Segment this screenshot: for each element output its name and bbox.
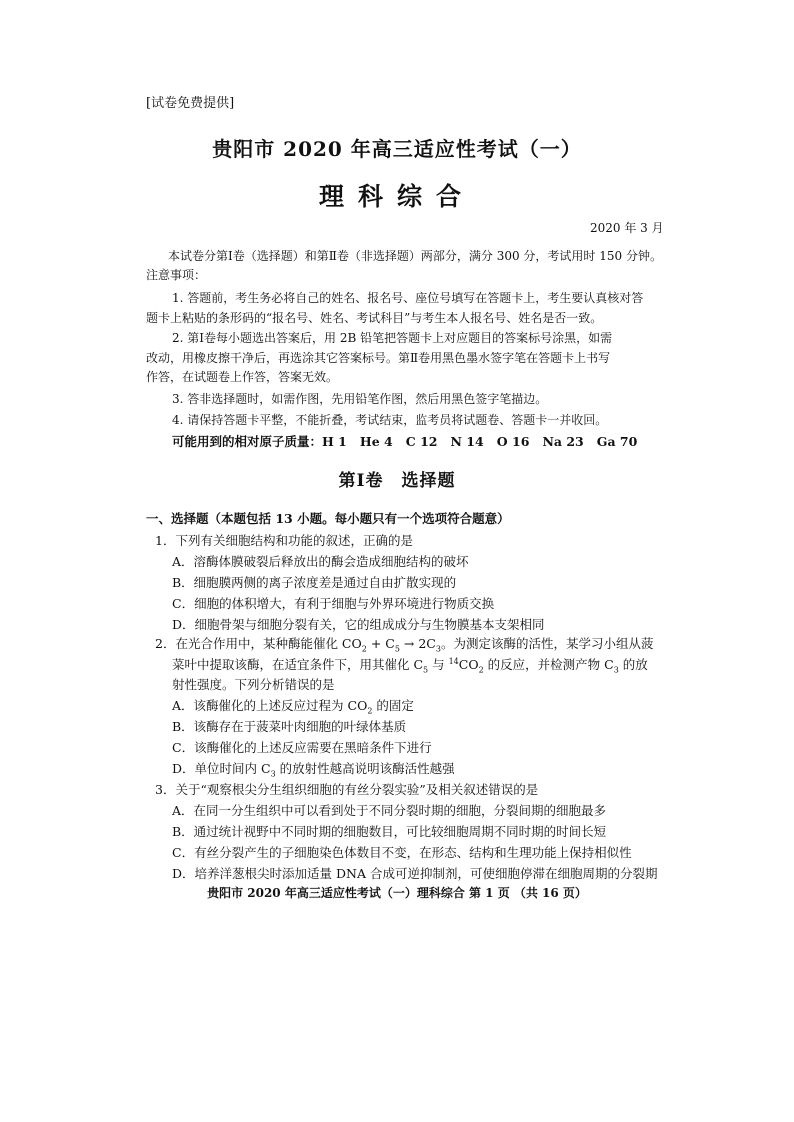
q3-option-c: C．有丝分裂产生的子细胞染色体数目不变，在形态、结构和生理功能上保持相似性 [172,845,632,860]
free-tag: [试卷免费提供] [146,96,235,111]
note-2b: 改动，用橡皮擦干净后，再选涂其它答案标号。第Ⅱ卷用黑色墨水签字笔在答题卡上书写 [146,351,611,365]
q1-option-a: A．溶酶体膜破裂后释放出的酶会造成细胞结构的破坏 [172,554,469,569]
atomic-masses: 可能用到的相对原子质量：H 1 He 4 C 12 N 14 O 16 Na 23 Ga 70 [172,434,638,449]
note-1b: 题卡上粘贴的条形码的“报名号、姓名、考试科目”与考生本人报名号、姓名是否一致。 [146,311,603,325]
q2-option-b: B．该酶存在于菠菜叶肉细胞的叶绿体基质 [172,719,407,734]
note-3: 3. 答非选择题时，如需作图，先用铅笔作图，然后用黑色签字笔描边。 [172,392,548,406]
notes-title: 注意事项： [146,268,207,282]
q1-option-d: D．细胞骨架与细胞分裂有关，它的组成成分与生物膜基本支架相同 [172,617,545,632]
q3-stem: 3．关于“观察根尖分生组织细胞的有丝分裂实验”及相关叙述错误的是 [155,782,539,797]
intro-line: 本试卷分第Ⅰ卷（选择题）和第Ⅱ卷（非选择题）两部分，满分 300 分，考试用时 150 分钟。 [168,249,662,263]
note-1a: 1. 答题前，考生务必将自己的姓名、报名号、座位号填写在答题卡上，考生要认真核对答 [172,291,644,305]
note-2c: 作答，在试题卷上作答，答案无效。 [146,370,339,384]
page-footer: 贵阳市 2020 年高三适应性考试（一）理科综合 第 1 页 （共 16 页） [207,886,587,900]
part-heading: 一、选择题（本题包括 13 小题。每小题只有一个选项符合题意） [146,511,510,526]
q3-option-d: D．培养洋葱根尖时添加适量 DNA 合成可逆抑制剂，可使细胞停滞在细胞周期的分裂期 [172,866,658,881]
exam-date: 2020 年 3 月 [590,221,664,235]
section-heading [0,466,794,491]
section-label: 第Ⅰ卷 [338,471,384,491]
note-4: 4. 请保持答题卡平整，不能折叠，考试结束，监考员将试题卷、答题卡一并收回。 [172,413,608,427]
exam-subject: 理科综合 [318,182,475,211]
q2-stem-line3: 射性强度。下列分析错误的是 [172,677,335,692]
q2-option-a: A．该酶催化的上述反应过程为 $CO_2$ 的固定 [172,698,414,716]
section-name: 选择题 [401,471,456,491]
q2-option-c: C．该酶催化的上述反应需要在黑暗条件下进行 [172,740,432,755]
q2-stem-line1: 2．在光合作用中，某种酶能催化 $CO_2 + C_5 \to 2C_3$。为测定该酶的活性，某学习小组从菠 [155,636,654,654]
q1-option-b: B．细胞膜两侧的离子浓度差是通过自由扩散实现的 [172,575,457,590]
q3-option-a: A．在同一分生组织中可以看到处于不同分裂时期的细胞，分裂间期的细胞最多 [172,803,607,818]
q3-option-b: B．通过统计视野中不同时期的细胞数目，可比较细胞周期不同时期的时间长短 [172,824,607,839]
q2-option-d: D．单位时间内 $C_3$ 的放射性越高说明该酶活性越强 [172,761,455,779]
q1-stem: 1．下列有关细胞结构和功能的叙述，正确的是 [155,533,413,548]
exam-title: 贵阳市 2020 年高三适应性考试（一） [212,137,582,161]
note-2a: 2. 第Ⅰ卷每小题选出答案后，用 2B 铅笔把答题卡上对应题目的答案标号涂黑，如需 [172,331,613,345]
q2-stem-line2: 菜叶中提取该酶，在适宜条件下，用其催化 $C_5$ 与 $^{14}CO_2$ 的反应，并检测产物 $C_3$ 的放 [172,656,648,675]
q1-option-c: C．细胞的体积增大，有利于细胞与外界环境进行物质交换 [172,596,495,611]
